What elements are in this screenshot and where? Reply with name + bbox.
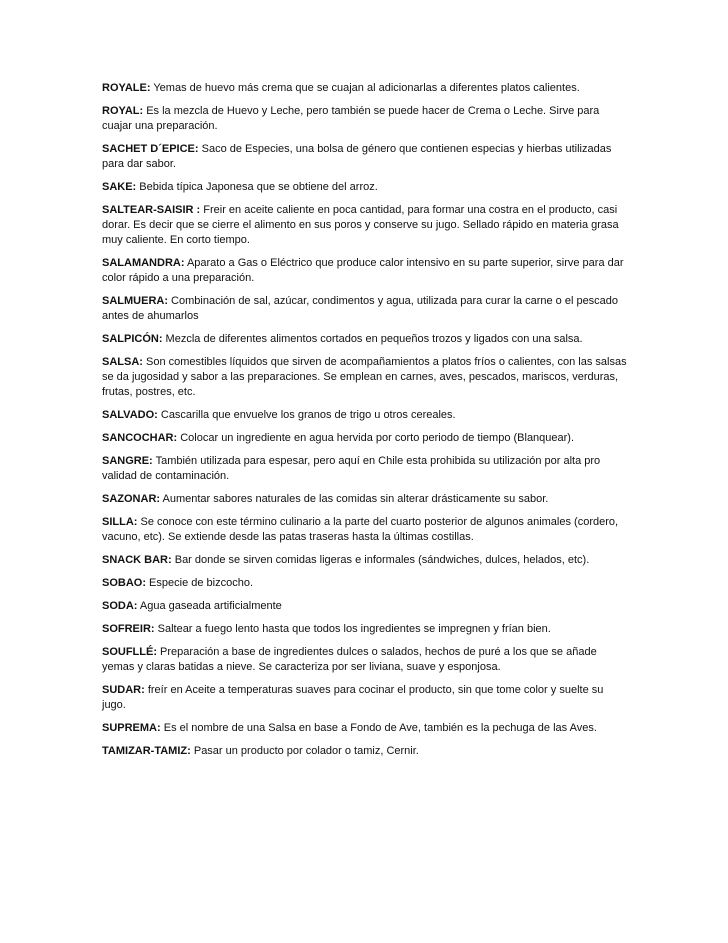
entry-definition: Aumentar sabores naturales de las comidas sin alterar drásticamente su sabor. <box>160 493 549 505</box>
entry-definition: Cascarilla que envuelve los granos de trigo u otros cereales. <box>157 409 456 421</box>
entry-term: SAKE: <box>102 181 137 193</box>
glossary-entry <box>102 294 630 324</box>
entry-definition: Pasar un producto por colador o tamiz, Cernir. <box>190 745 419 757</box>
entry-definition: Colocar un ingrediente en agua hervida por corto periodo de tiempo (Blanquear). <box>177 432 575 444</box>
entry-definition: Combinación de sal, azúcar, condimentos y agua, utilizada para curar la carne o el pescado antes de ahumarlos <box>102 295 619 322</box>
glossary-entry <box>102 744 630 759</box>
entry-term: SANGRE: <box>102 455 153 467</box>
entry-definition: Aparato a Gas o Eléctrico que produce calor intensivo en su parte superior, sirve para dar color rápido a una preparación. <box>102 257 624 284</box>
entry-definition: Se conoce con este término culinario a la parte del cuarto posterior de algunos animales (cordero, vacuno, etc). Se extiende desde las patas traseras hasta la últimas costillas. <box>102 516 619 543</box>
entry-definition: También utilizada para espesar, pero aquí en Chile esta prohibida su utilización por alta pro validad de contaminación. <box>102 455 601 482</box>
entry-definition: Especie de bizcocho. <box>146 577 254 589</box>
entry-term: ROYAL: <box>102 105 144 117</box>
entry-definition: Agua gaseada artificialmente <box>137 600 282 612</box>
entry-term: SAZONAR: <box>102 493 161 505</box>
entry-term: SALMUERA: <box>102 295 168 307</box>
glossary-entry <box>102 203 630 248</box>
entry-definition: Es la mezcla de Huevo y Leche, pero también se puede hacer de Crema o Leche. Sirve para cuajar una preparación. <box>102 105 600 132</box>
glossary-entry <box>102 408 630 423</box>
entry-definition: Es el nombre de una Salsa en base a Fondo de Ave, también es la pechuga de las Aves. <box>160 722 597 734</box>
entry-definition: Son comestibles líquidos que sirven de acompañamientos a platos fríos o calientes, con las salsas se da jugosidad y sabor a las preparaciones. Se emplean en carnes, aves, pescados, mariscos, verduras, frutas, postres, etc. <box>102 356 627 398</box>
entry-term: SOUFLLÉ: <box>102 646 157 658</box>
glossary-page <box>102 81 630 767</box>
glossary-entry <box>102 332 630 347</box>
entry-definition: Preparación a base de ingredientes dulces o salados, hechos de puré a los que se añade yemas y claras batidas a nieve. Se caracteriza por ser liviana, suave y esponjosa. <box>102 646 597 673</box>
entry-term: SOBAO: <box>102 577 146 589</box>
entry-term: TAMIZAR-TAMIZ: <box>102 745 191 757</box>
entry-term: SILLA: <box>102 516 138 528</box>
entry-term: SOFREIR: <box>102 623 155 635</box>
glossary-entry <box>102 721 630 736</box>
entry-term: SUDAR: <box>102 684 145 696</box>
entry-term: SALSA: <box>102 356 143 368</box>
entry-term: SALTEAR-SAISIR : <box>102 204 201 216</box>
entry-term: SALVADO: <box>102 409 158 421</box>
entry-term: SALAMANDRA: <box>102 257 185 269</box>
glossary-entry <box>102 683 630 713</box>
entry-definition: Yemas de huevo más crema que se cuajan al adicionarlas a diferentes platos calientes. <box>150 82 580 94</box>
glossary-entry <box>102 599 630 614</box>
glossary-entry <box>102 81 630 96</box>
glossary-entry <box>102 256 630 286</box>
entry-term: SALPICÓN: <box>102 333 163 345</box>
entry-term: ROYALE: <box>102 82 151 94</box>
glossary-entry <box>102 515 630 545</box>
glossary-entry <box>102 622 630 637</box>
glossary-entry <box>102 492 630 507</box>
glossary-entry <box>102 355 630 400</box>
glossary-entry <box>102 104 630 134</box>
glossary-entry <box>102 180 630 195</box>
entry-definition: Saltear a fuego lento hasta que todos los ingredientes se impregnen y frían bien. <box>154 623 551 635</box>
entry-term: SACHET D´EPICE: <box>102 143 199 155</box>
entry-definition: Bebida típica Japonesa que se obtiene del arroz. <box>136 181 378 193</box>
glossary-entry <box>102 454 630 484</box>
glossary-entry <box>102 553 630 568</box>
entry-definition: freír en Aceite a temperaturas suaves para cocinar el producto, sin que tome color y suelte su jugo. <box>102 684 604 711</box>
entry-term: SUPREMA: <box>102 722 161 734</box>
entry-definition: Freir en aceite caliente en poca cantidad, para formar una costra en el producto, casi dorar. Es decir que se cierre el alimento en sus poros y conserve su jugo. Sellado rápido en materia grasa muy caliente. En corto tiempo. <box>102 204 619 246</box>
glossary-entry <box>102 645 630 675</box>
entry-definition: Mezcla de diferentes alimentos cortados en pequeños trozos y ligados con una salsa. <box>162 333 583 345</box>
glossary-entry <box>102 576 630 591</box>
glossary-entry <box>102 431 630 446</box>
entry-definition: Bar donde se sirven comidas ligeras e informales (sándwiches, dulces, helados, etc). <box>171 554 590 566</box>
entry-term: SODA: <box>102 600 138 612</box>
glossary-entry <box>102 142 630 172</box>
entry-term: SNACK BAR: <box>102 554 172 566</box>
entry-definition: Saco de Especies, una bolsa de género que contienen especias y hierbas utilizadas para dar sabor. <box>102 143 612 170</box>
entry-term: SANCOCHAR: <box>102 432 178 444</box>
